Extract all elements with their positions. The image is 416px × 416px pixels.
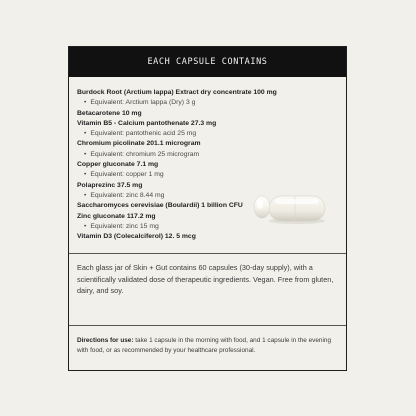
capsule-left (254, 196, 270, 218)
ingredient-item (77, 119, 338, 129)
ingredient-text: Equivalent: Arctium lappa (Dry) 3 g (90, 99, 196, 107)
ingredient-text: Betacarotene 10 mg (77, 109, 142, 117)
ingredient-item (77, 232, 338, 242)
ingredient-text: Saccharomyces cerevisiae (Boulardii) 1 billion CFU (77, 202, 243, 210)
ingredient-text: Equivalent: chromium 25 microgram (90, 150, 200, 158)
ingredient-equivalent (77, 170, 338, 180)
ingredient-text: Polaprezinc 37.5 mg (77, 181, 143, 189)
bullet: • (84, 130, 87, 138)
panel-header: EACH CAPSULE CONTAINS (69, 47, 346, 77)
ingredient-text: Vitamin D3 (Colecalciferol) 12. 5 mcg (77, 233, 196, 241)
ingredient-item (77, 139, 338, 149)
directions-for-use (69, 326, 346, 356)
ingredient-text: Chromium picolinate 201.1 microgram (77, 140, 201, 148)
ingredient-item (77, 109, 338, 119)
supplement-facts-panel (68, 46, 347, 371)
bullet: • (84, 191, 87, 199)
directions-text: take 1 capsule in the morning with food, and 1 capsule in the evening with food, or as recommended by your healthcare professional. (77, 337, 331, 354)
capsule-right (269, 196, 325, 221)
ingredient-item (77, 88, 338, 98)
ingredient-text: Equivalent: zinc 8.44 mg (90, 191, 165, 199)
ingredient-item (77, 160, 338, 170)
ingredient-equivalent (77, 98, 338, 108)
ingredient-equivalent (77, 150, 338, 160)
product-description: Each glass jar of Skin + Gut contains 60 capsules (30-day supply), with a scientifically validated dose of therapeutic ingredients. Vegan. Free from gluten, dairy, and soy. (69, 254, 346, 326)
bullet: • (84, 99, 87, 107)
ingredient-text: Copper gluconate 7.1 mg (77, 161, 159, 169)
bullet: • (84, 150, 87, 158)
ingredient-text: Equivalent: copper 1 mg (90, 171, 164, 179)
ingredients-section (69, 77, 346, 254)
ingredient-text: Vitamin B5 - Calcium pantothenate 27.3 mg (77, 119, 217, 127)
ingredient-text: Zinc gluconate 117.2 mg (77, 212, 156, 220)
bullet: • (84, 222, 87, 230)
bullet: • (84, 171, 87, 179)
ingredient-text: Equivalent: pantothenic acid 25 mg (90, 130, 197, 138)
ingredient-text: Equivalent: zinc 15 mg (90, 222, 159, 230)
ingredient-equivalent (77, 129, 338, 139)
directions-label: Directions for use: (77, 337, 134, 344)
capsules-image (249, 187, 329, 227)
ingredient-text: Burdock Root (Arctium lappa) Extract dry concentrate 100 mg (77, 89, 277, 96)
